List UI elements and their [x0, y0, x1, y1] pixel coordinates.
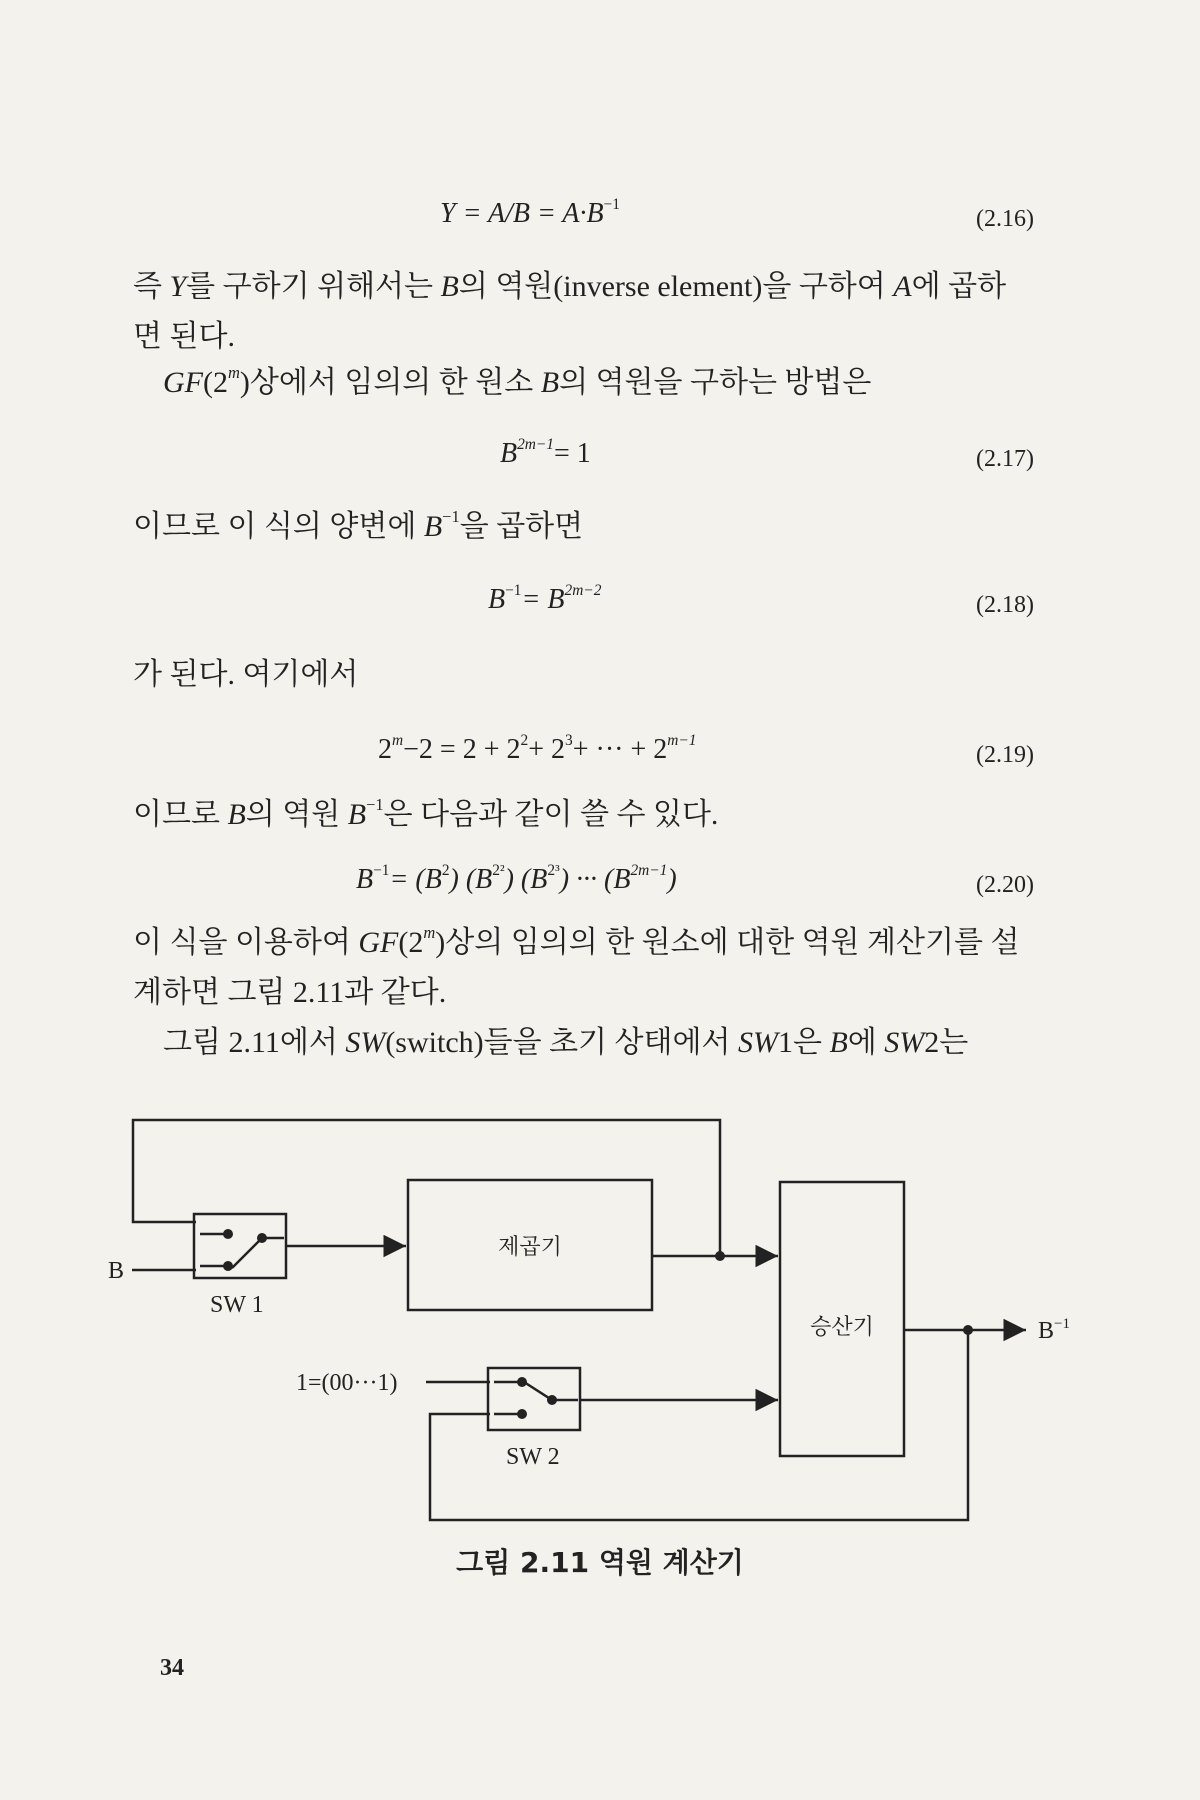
junction-output: [963, 1325, 973, 1335]
paragraph-1-line-2: 면 된다.: [133, 320, 235, 353]
junction-top: [715, 1251, 725, 1261]
paragraph-7: 그림 2.11에서 SW(switch)들을 초기 상태에서 SW1은 B에 SW2는: [163, 1026, 969, 1059]
paragraph-6-line-2: 계하면 그림 2.11과 같다.: [133, 976, 447, 1009]
equation-number-2-16: (2.16): [976, 206, 1034, 232]
input-label-b: B: [108, 1258, 125, 1284]
sw2-node-lower: [517, 1409, 527, 1419]
sw2-node-upper: [517, 1377, 527, 1387]
output-label: $B^{-1}$: [1038, 1316, 1070, 1344]
equation-number-2-19: (2.19): [976, 742, 1034, 768]
equation-2-19: $2^m-2 = 2 + 2^2+ 2^3+$ ··· + $2^{m-1}$: [378, 731, 697, 765]
paragraph-4: 가 된다. 여기에서: [133, 658, 359, 691]
sw1-blade: [232, 1238, 262, 1268]
equation-2-20: $B^{-1}= (B^2)$ $(B^{2^2})$ $(B^{2^3})$ ··· $(B^{2m-1})$: [356, 861, 677, 895]
squarer-label: 제곱기: [498, 1235, 562, 1260]
sw2-label: SW 2: [506, 1444, 560, 1470]
sw1-label: SW 1: [210, 1292, 264, 1318]
sw1-node-upper: [223, 1229, 233, 1239]
sw1-node-pivot: [257, 1233, 267, 1243]
equation-2-18: $B^{-1}= B^{2m-2}$: [488, 581, 602, 615]
paragraph-1-line-1: 즉 Y를 구하기 위해서는 B의 역원(inverse element)을 구하여 A에 곱하: [133, 270, 1007, 303]
feedback-line-top: [133, 1120, 720, 1256]
equation-2-16: $Y = A/B = A\cdot B^{-1}$: [440, 195, 620, 229]
figure-caption: 그림 2.11 역원 계산기: [456, 1546, 744, 1579]
constant-label: 1=(00···1): [296, 1370, 398, 1396]
sw1-box: [194, 1214, 286, 1278]
equation-number-2-20: (2.20): [976, 872, 1034, 898]
page-number: 34: [160, 1655, 184, 1681]
equation-2-17: $B^{2m-1}= 1$: [500, 435, 591, 469]
sw1-node-lower: [223, 1261, 233, 1271]
multiplier-label: 승산기: [810, 1315, 874, 1340]
paragraph-6-line-1: 이 식을 이용하여 GF(2$^m$)상의 임의의 한 원소에 대한 역원 계산기를 설: [133, 922, 1020, 959]
paragraph-3: 이므로 이 식의 양변에 $B^{-1}$을 곱하면: [133, 506, 584, 543]
equation-number-2-17: (2.17): [976, 446, 1034, 472]
paragraph-2: GF(2$^m$)상에서 임의의 한 원소 B의 역원을 구하는 방법은: [163, 362, 872, 399]
sw2-node-pivot: [547, 1395, 557, 1405]
paragraph-5: 이므로 B의 역원 $B^{-1}$은 다음과 같이 쓸 수 있다.: [133, 794, 719, 831]
feedback-line-bottom: [430, 1330, 968, 1520]
equation-number-2-18: (2.18): [976, 592, 1034, 618]
